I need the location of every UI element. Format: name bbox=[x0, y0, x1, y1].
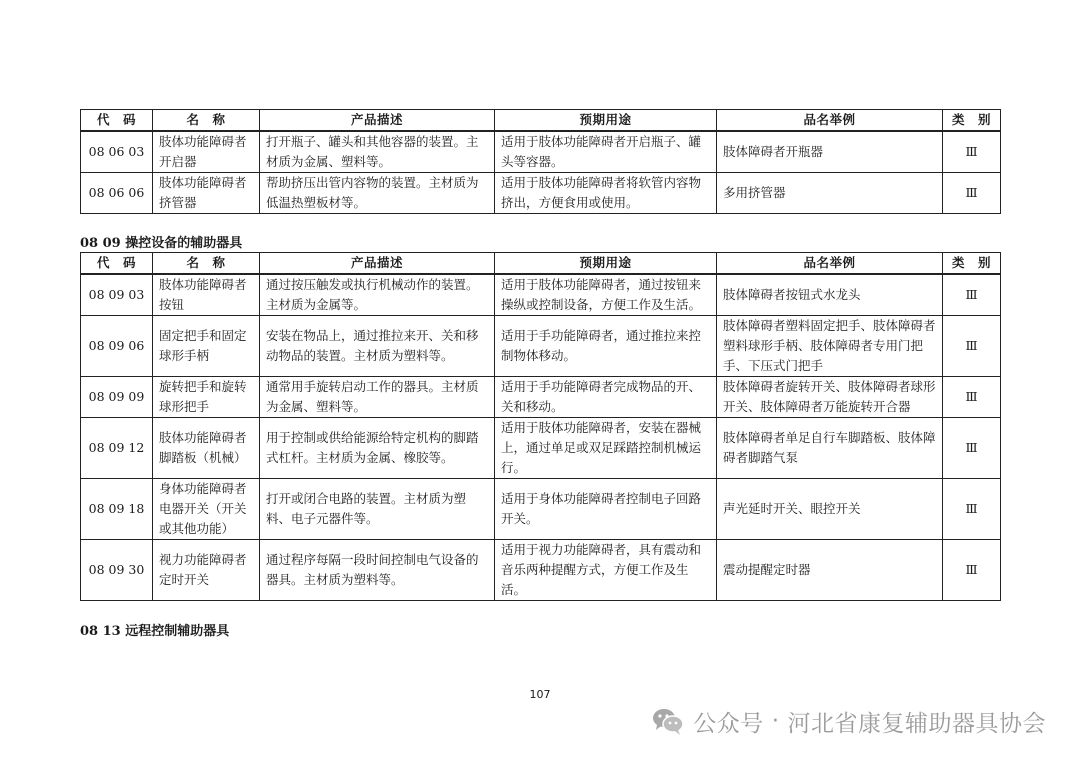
watermark-separator: · bbox=[771, 708, 780, 734]
table-row bbox=[81, 316, 1001, 377]
section-heading-0813: 08 13 远程控制辅助器具 bbox=[80, 624, 230, 639]
col-header-category: 类 别 bbox=[943, 253, 1001, 275]
cell-code: 08 09 18 bbox=[81, 479, 153, 540]
cell-examples: 多用挤管器 bbox=[717, 173, 943, 214]
cell-description: 打开或闭合电路的装置。主材质为塑料、电子元器件等。 bbox=[260, 479, 495, 540]
cell-name: 视力功能障碍者定时开关 bbox=[153, 540, 260, 601]
col-header-description: 产品描述 bbox=[260, 110, 495, 132]
cell-category: Ⅲ bbox=[943, 418, 1001, 479]
cell-usage: 适用于肢体功能障碍者开启瓶子、罐头等容器。 bbox=[495, 131, 717, 173]
cell-description: 用于控制或供给能源给特定机构的脚踏式杠杆。主材质为金属、橡胶等。 bbox=[260, 418, 495, 479]
cell-usage: 适用于肢体功能障碍者，安装在器械上，通过单足或双足踩踏控制机械运行。 bbox=[495, 418, 717, 479]
table-row bbox=[81, 479, 1001, 540]
col-header-category: 类 别 bbox=[943, 110, 1001, 132]
table-row bbox=[81, 173, 1001, 214]
cell-category: Ⅲ bbox=[943, 540, 1001, 601]
cell-code: 08 06 06 bbox=[81, 173, 153, 214]
table-header-row bbox=[81, 110, 1001, 132]
cell-code: 08 06 03 bbox=[81, 131, 153, 173]
section-heading-0809: 08 09 操控设备的辅助器具 bbox=[80, 236, 243, 251]
col-header-examples: 品名举例 bbox=[717, 253, 943, 275]
cell-code: 08 09 09 bbox=[81, 377, 153, 418]
cell-description: 通过按压触发或执行机械动作的装置。主材质为金属等。 bbox=[260, 274, 495, 316]
cell-name: 肢体功能障碍者按钮 bbox=[153, 274, 260, 316]
cell-examples: 肢体障碍者按钮式水龙头 bbox=[717, 274, 943, 316]
cell-examples: 声光延时开关、眼控开关 bbox=[717, 479, 943, 540]
cell-usage: 适用于手功能障碍者，通过推拉来控制物体移动。 bbox=[495, 316, 717, 377]
product-table-0809 bbox=[80, 252, 1001, 601]
col-header-usage: 预期用途 bbox=[495, 253, 717, 275]
cell-category: Ⅲ bbox=[943, 479, 1001, 540]
cell-code: 08 09 03 bbox=[81, 274, 153, 316]
cell-category: Ⅲ bbox=[943, 274, 1001, 316]
table-row bbox=[81, 377, 1001, 418]
cell-name: 肢体功能障碍者脚踏板（机械） bbox=[153, 418, 260, 479]
cell-code: 08 09 12 bbox=[81, 418, 153, 479]
cell-examples: 肢体障碍者开瓶器 bbox=[717, 131, 943, 173]
cell-category: Ⅲ bbox=[943, 316, 1001, 377]
cell-name: 肢体功能障碍者开启器 bbox=[153, 131, 260, 173]
product-table-0806 bbox=[80, 109, 1001, 214]
cell-category: Ⅲ bbox=[943, 173, 1001, 214]
watermark-org: 河北省康复辅助器具协会 bbox=[787, 710, 1046, 737]
cell-category: Ⅲ bbox=[943, 377, 1001, 418]
cell-usage: 适用于视力功能障碍者，具有震动和音乐两种提醒方式，方便工作及生活。 bbox=[495, 540, 717, 601]
table-row bbox=[81, 418, 1001, 479]
table-header-row bbox=[81, 253, 1001, 275]
col-header-usage: 预期用途 bbox=[495, 110, 717, 132]
cell-usage: 适用于身体功能障碍者控制电子回路开关。 bbox=[495, 479, 717, 540]
cell-name: 肢体功能障碍者挤管器 bbox=[153, 173, 260, 214]
cell-examples: 肢体障碍者旋转开关、肢体障碍者球形开关、肢体障碍者万能旋转开合器 bbox=[717, 377, 943, 418]
col-header-name: 名 称 bbox=[153, 253, 260, 275]
cell-category: Ⅲ bbox=[943, 131, 1001, 173]
col-header-code: 代 码 bbox=[81, 110, 153, 132]
cell-description: 安装在物品上，通过推拉来开、关和移动物品的装置。主材质为塑料等。 bbox=[260, 316, 495, 377]
table-row bbox=[81, 540, 1001, 601]
cell-usage: 适用于手功能障碍者完成物品的开、关和移动。 bbox=[495, 377, 717, 418]
wechat-icon bbox=[651, 704, 685, 738]
col-header-code: 代 码 bbox=[81, 253, 153, 275]
col-header-name: 名 称 bbox=[153, 110, 260, 132]
cell-examples: 肢体障碍者单足自行车脚踏板、肢体障碍者脚踏气泵 bbox=[717, 418, 943, 479]
cell-description: 帮助挤压出管内容物的装置。主材质为低温热塑板材等。 bbox=[260, 173, 495, 214]
watermark-label: 公众号 bbox=[693, 710, 764, 737]
cell-description: 通过程序每隔一段时间控制电气设备的器具。主材质为塑料等。 bbox=[260, 540, 495, 601]
cell-description: 通常用手旋转启动工作的器具。主材质为金属、塑料等。 bbox=[260, 377, 495, 418]
cell-description: 打开瓶子、罐头和其他容器的装置。主材质为金属、塑料等。 bbox=[260, 131, 495, 173]
cell-usage: 适用于肢体功能障碍者，通过按钮来操纵或控制设备，方便工作及生活。 bbox=[495, 274, 717, 316]
table-row bbox=[81, 274, 1001, 316]
page-number: 107 bbox=[529, 688, 551, 701]
cell-code: 08 09 06 bbox=[81, 316, 153, 377]
cell-name: 旋转把手和旋转球形把手 bbox=[153, 377, 260, 418]
cell-usage: 适用于肢体功能障碍者将软管内容物挤出，方便食用或使用。 bbox=[495, 173, 717, 214]
cell-name: 身体功能障碍者电器开关（开关或其他功能） bbox=[153, 479, 260, 540]
cell-examples: 震动提醒定时器 bbox=[717, 540, 943, 601]
cell-code: 08 09 30 bbox=[81, 540, 153, 601]
cell-name: 固定把手和固定球形手柄 bbox=[153, 316, 260, 377]
col-header-description: 产品描述 bbox=[260, 253, 495, 275]
col-header-examples: 品名举例 bbox=[717, 110, 943, 132]
watermark bbox=[651, 704, 1046, 738]
table-row bbox=[81, 131, 1001, 173]
cell-examples: 肢体障碍者塑料固定把手、肢体障碍者塑料球形手柄、肢体障碍者专用门把手、下压式门把手 bbox=[717, 316, 943, 377]
